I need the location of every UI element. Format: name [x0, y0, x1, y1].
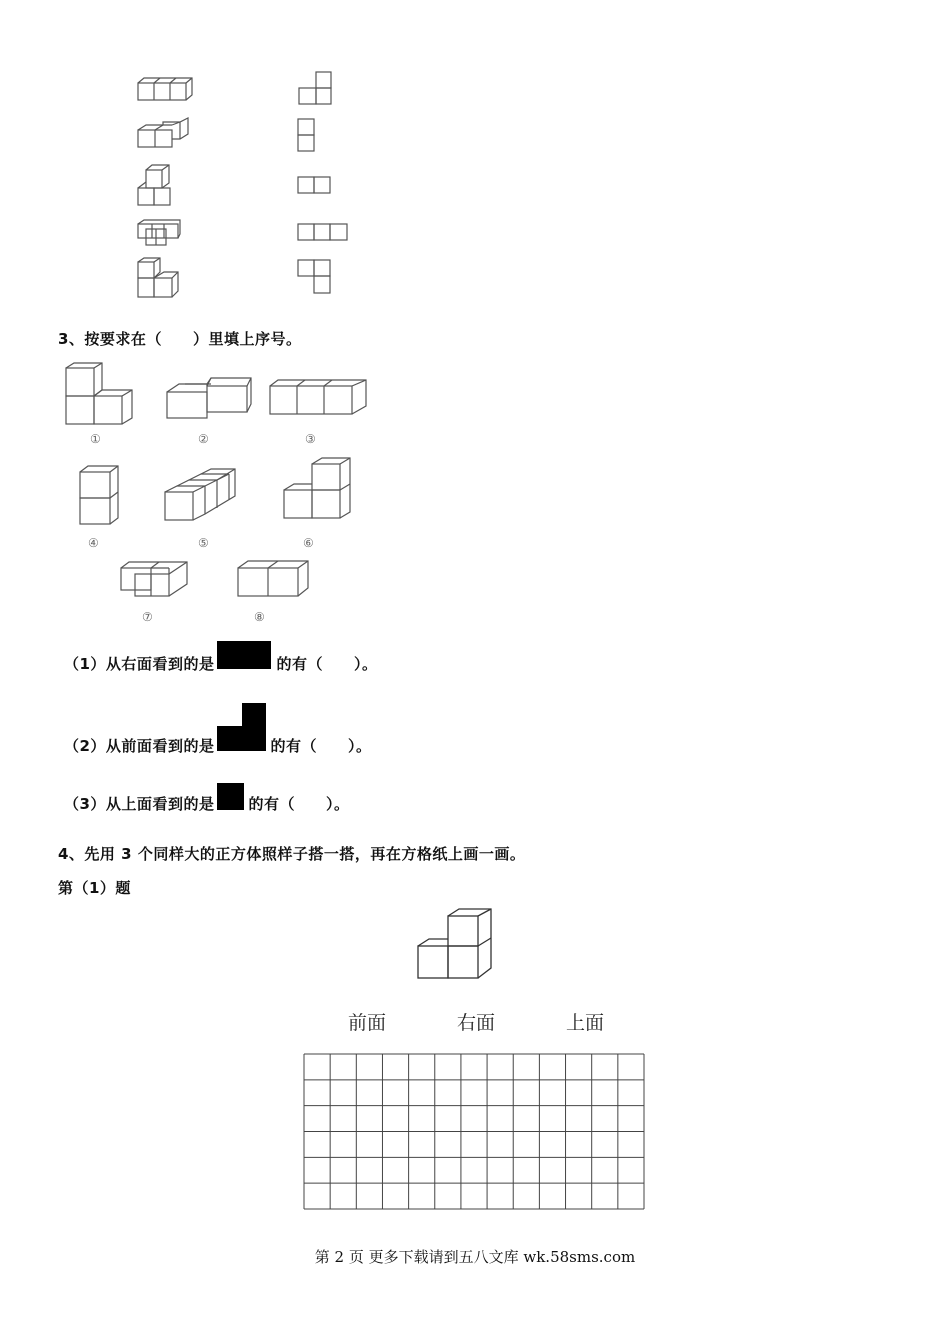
match-view-right-4	[297, 222, 351, 242]
q3-label-8: ⑧	[254, 610, 265, 624]
q3-sub1-view	[216, 640, 274, 672]
q4-title: 4、先用 3 个同样大的正方体照样子搭一搭，再在方格纸上画一画。	[58, 845, 526, 863]
q3-title: 3、按要求在（ ）里填上序号。	[58, 330, 302, 348]
match-shape-left-2	[136, 120, 192, 150]
q3-shape-5	[163, 468, 239, 524]
q3-sub-question-2	[64, 702, 371, 756]
match-view-right-3	[297, 175, 333, 195]
q3-label-5: ⑤	[198, 536, 209, 550]
view-label-top: 上面	[566, 1012, 605, 1034]
view-label-front: 前面	[348, 1012, 387, 1034]
view-label-right: 右面	[457, 1012, 496, 1034]
match-view-right-1	[297, 70, 335, 106]
q3-sub-question-1	[64, 640, 377, 674]
q3-shape-3	[268, 378, 370, 418]
q3-label-6: ⑥	[303, 536, 314, 550]
match-shape-left-5	[136, 256, 182, 300]
q3-label-4: ④	[88, 536, 99, 550]
q3-sub2-view	[216, 702, 268, 754]
q3-shape-2	[165, 376, 253, 422]
match-view-right-2	[297, 117, 317, 153]
q3-sub1-suffix: 的有（ ）。	[276, 655, 378, 673]
q4-subtitle: 第（1）题	[58, 879, 131, 897]
match-shape-left-4	[136, 218, 182, 248]
q3-shape-7	[119, 558, 191, 600]
page-footer: 第 2 页 更多下载请到五八文库 wk.58sms.com	[314, 1248, 636, 1266]
q3-sub1-prefix: （1）从右面看到的是	[64, 655, 215, 673]
q4-cube-model	[415, 908, 497, 982]
q3-label-2: ②	[198, 432, 209, 446]
q3-sub3-suffix: 的有（ ）。	[248, 795, 350, 813]
q3-shape-8	[236, 558, 310, 600]
q3-sub2-prefix: （2）从前面看到的是	[64, 737, 215, 755]
match-shape-left-1	[136, 77, 196, 103]
q3-label-1: ①	[90, 432, 101, 446]
q3-sub2-suffix: 的有（ ）。	[270, 737, 372, 755]
q3-shape-6	[282, 456, 354, 522]
match-shape-left-3	[136, 164, 176, 208]
match-view-right-5	[297, 258, 335, 296]
q3-sub3-prefix: （3）从上面看到的是	[64, 795, 215, 813]
q3-label-7: ⑦	[142, 610, 153, 624]
q3-sub3-view	[216, 782, 246, 812]
q3-label-3: ③	[305, 432, 316, 446]
drawing-grid[interactable]	[303, 1053, 645, 1210]
q3-sub-question-3	[64, 782, 349, 814]
q3-shape-4	[78, 464, 124, 528]
q3-shape-1	[64, 362, 136, 428]
